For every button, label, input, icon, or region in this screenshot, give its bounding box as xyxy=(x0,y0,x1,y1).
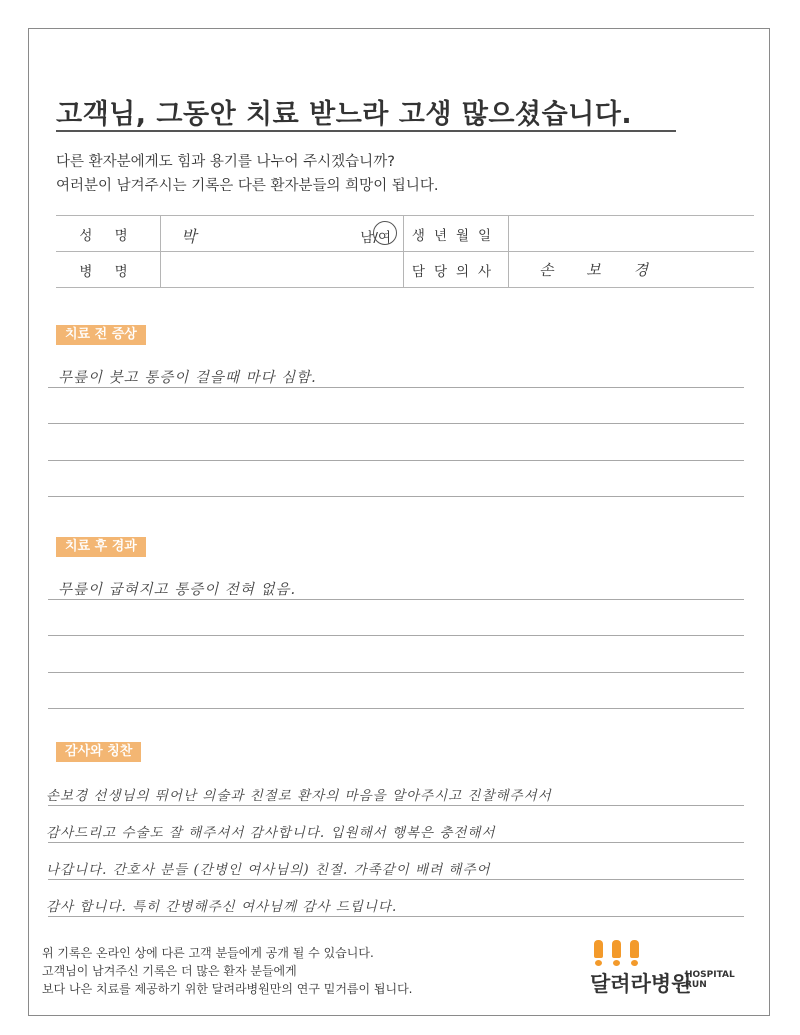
name-value: 박 xyxy=(181,227,197,246)
patient-info-table xyxy=(56,215,754,288)
after-line-1: 무릎이 굽혀지고 통증이 전혀 없음. xyxy=(58,582,297,598)
exclamation-icon xyxy=(612,940,621,966)
logo-name: 달려라병원 xyxy=(590,972,692,996)
writing-line xyxy=(48,599,744,600)
thanks-line-1: 손보경 선생님의 뛰어난 의술과 친절로 환자의 마음을 알아주시고 진찰해주셔서 xyxy=(46,788,552,804)
doctor-value: 손 보 경 xyxy=(539,261,663,279)
writing-line xyxy=(48,672,744,673)
page-title: 고객님, 그동안 치료 받느라 고생 많으셨습니다. xyxy=(56,99,633,130)
logo-en-line2: RUN xyxy=(685,980,707,990)
title-underline xyxy=(56,130,676,132)
gender-option: 남/여 xyxy=(360,230,391,246)
thanks-line-4: 감사 합니다. 특히 간병해주신 여사님께 감사 드립니다. xyxy=(46,899,398,915)
section-badge-thanks: 감사와 칭찬 xyxy=(56,742,141,762)
intro-line-1: 다른 환자분에게도 힘과 용기를 나누어 주시겠습니까? xyxy=(56,154,395,170)
writing-line xyxy=(48,708,744,709)
writing-line xyxy=(48,635,744,636)
writing-line xyxy=(48,879,744,880)
doctor-cell xyxy=(509,252,755,288)
hospital-logo xyxy=(590,940,750,1000)
name-label: 성 명 xyxy=(56,216,161,252)
thanks-line-2: 감사드리고 수술도 잘 해주셔서 감사합니다. 입원해서 행복은 충전해서 xyxy=(46,825,496,841)
before-line-1: 무릎이 붓고 통증이 걸을때 마다 심함. xyxy=(58,370,317,386)
info-row-disease xyxy=(56,252,754,288)
section-badge-after: 치료 후 경과 xyxy=(56,537,146,557)
exclamation-icon xyxy=(594,940,603,966)
writing-line xyxy=(48,805,744,806)
disease-value xyxy=(161,252,404,288)
writing-line xyxy=(48,460,744,461)
footer-line-3: 보다 나은 치료를 제공하기 위한 달려라병원만의 연구 밑거름이 됩니다. xyxy=(42,982,413,996)
gender-circle-mark xyxy=(373,221,397,245)
birth-label: 생년월일 xyxy=(404,216,509,252)
footer-line-2: 고객님이 남겨주신 기록은 더 많은 환자 분들에게 xyxy=(42,964,297,978)
writing-line xyxy=(48,496,744,497)
section-badge-before: 치료 전 증상 xyxy=(56,325,146,345)
writing-line xyxy=(48,423,744,424)
footer-line-1: 위 기록은 온라인 상에 다른 고객 분들에게 공개 될 수 있습니다. xyxy=(42,946,374,960)
logo-en-text xyxy=(685,970,735,990)
disease-label: 병 명 xyxy=(56,252,161,288)
intro-line-2: 여러분이 남겨주시는 기록은 다른 환자분들의 희망이 됩니다. xyxy=(56,178,439,194)
writing-line xyxy=(48,387,744,388)
info-row-name xyxy=(56,216,754,252)
exclamation-icon xyxy=(630,940,639,966)
birth-value xyxy=(509,216,755,252)
thanks-line-3: 나갑니다. 간호사 분들 (간병인 여사님의) 친절. 가족같이 배려 해주어 xyxy=(46,862,491,878)
name-cell xyxy=(161,216,404,252)
writing-line xyxy=(48,916,744,917)
logo-en-line1: HOSPITAL xyxy=(685,970,735,980)
writing-line xyxy=(48,842,744,843)
doctor-label: 담당의사 xyxy=(404,252,509,288)
